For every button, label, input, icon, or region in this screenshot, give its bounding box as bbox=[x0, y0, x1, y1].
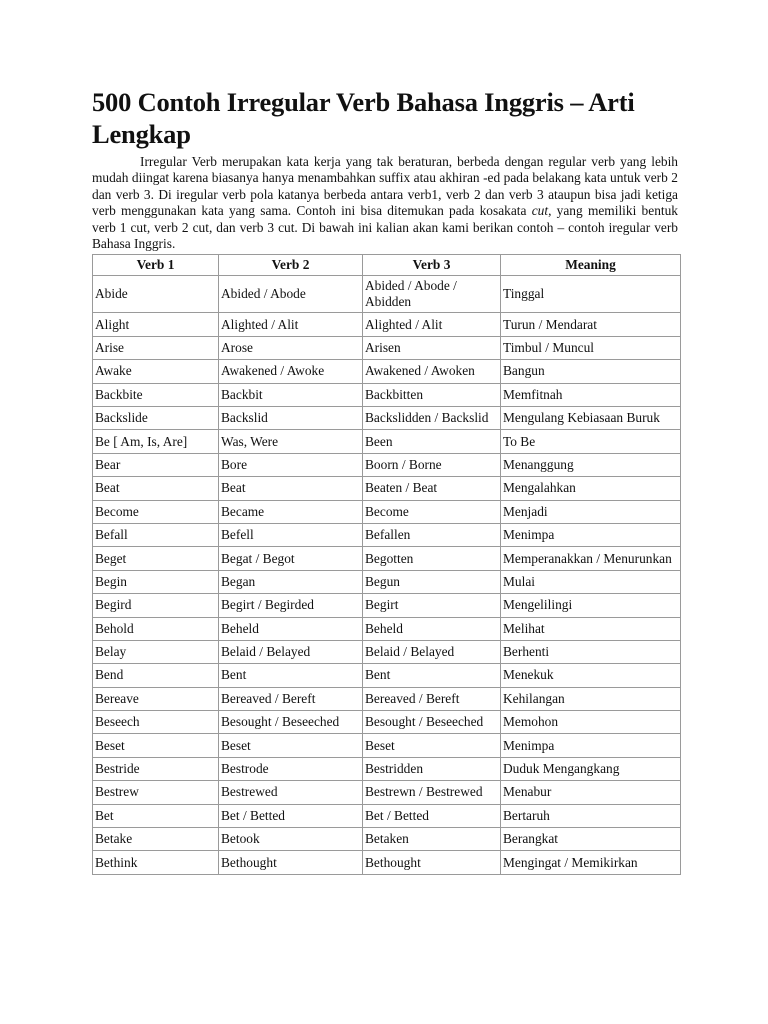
cell-meaning: Menjadi bbox=[501, 500, 681, 523]
cell-verb3: Bent bbox=[363, 664, 501, 687]
cell-verb3: Beset bbox=[363, 734, 501, 757]
cell-verb2: Betook bbox=[219, 828, 363, 851]
cell-verb2: Bet / Betted bbox=[219, 804, 363, 827]
table-row bbox=[93, 407, 681, 430]
table-row bbox=[93, 336, 681, 359]
intro-emphasis: cut bbox=[531, 203, 549, 219]
cell-verb3: Bethought bbox=[363, 851, 501, 874]
cell-verb3: Belaid / Belayed bbox=[363, 640, 501, 663]
cell-verb3: Begun bbox=[363, 570, 501, 593]
cell-verb3: Abided / Abode / Abidden bbox=[363, 276, 501, 313]
cell-verb2: Bethought bbox=[219, 851, 363, 874]
cell-meaning: Berhenti bbox=[501, 640, 681, 663]
table-row bbox=[93, 313, 681, 336]
cell-meaning: Berangkat bbox=[501, 828, 681, 851]
table-row bbox=[93, 711, 681, 734]
cell-meaning: Mengelilingi bbox=[501, 594, 681, 617]
document-page bbox=[92, 86, 678, 875]
cell-meaning: Menimpa bbox=[501, 523, 681, 546]
cell-verb3: Been bbox=[363, 430, 501, 453]
table-row bbox=[93, 594, 681, 617]
cell-verb1: Beseech bbox=[93, 711, 219, 734]
irregular-verb-table bbox=[92, 254, 681, 874]
cell-verb2: Bestrewed bbox=[219, 781, 363, 804]
cell-verb2: Was, Were bbox=[219, 430, 363, 453]
cell-meaning: To Be bbox=[501, 430, 681, 453]
cell-meaning: Timbul / Muncul bbox=[501, 336, 681, 359]
cell-verb2: Bestrode bbox=[219, 757, 363, 780]
cell-verb1: Abide bbox=[93, 276, 219, 313]
intro-text-before: Irregular Verb merupakan kata kerja yang tak beraturan, berbeda dengan regular verb yang lebih mudah diingat karena biasanya hanya menambahkan suffix atau akhiran -ed pada belakang kata untuk verb 2 dan verb 3. Di iregular verb pola katanya berbeda antara verb1, verb 2 dan verb 3 ataupun bisa jadi ketiga verb menggunakan kata yang sama. Contoh ini bisa ditemukan pada kosakata bbox=[92, 154, 678, 219]
cell-verb1: Behold bbox=[93, 617, 219, 640]
cell-verb1: Beset bbox=[93, 734, 219, 757]
cell-verb3: Beaten / Beat bbox=[363, 477, 501, 500]
table-row bbox=[93, 547, 681, 570]
cell-meaning: Menabur bbox=[501, 781, 681, 804]
cell-verb3: Beheld bbox=[363, 617, 501, 640]
cell-verb3: Begotten bbox=[363, 547, 501, 570]
cell-meaning: Menanggung bbox=[501, 453, 681, 476]
cell-meaning: Bertaruh bbox=[501, 804, 681, 827]
table-row bbox=[93, 570, 681, 593]
cell-meaning: Turun / Mendarat bbox=[501, 313, 681, 336]
cell-verb3: Bet / Betted bbox=[363, 804, 501, 827]
cell-meaning: Memohon bbox=[501, 711, 681, 734]
cell-verb2: Belaid / Belayed bbox=[219, 640, 363, 663]
cell-verb2: Beat bbox=[219, 477, 363, 500]
cell-verb1: Bear bbox=[93, 453, 219, 476]
cell-verb2: Backbit bbox=[219, 383, 363, 406]
table-row bbox=[93, 640, 681, 663]
cell-verb3: Betaken bbox=[363, 828, 501, 851]
cell-verb2: Began bbox=[219, 570, 363, 593]
cell-verb3: Bestrewn / Bestrewed bbox=[363, 781, 501, 804]
cell-verb3: Arisen bbox=[363, 336, 501, 359]
table-row bbox=[93, 828, 681, 851]
cell-verb1: Arise bbox=[93, 336, 219, 359]
table-row bbox=[93, 383, 681, 406]
cell-verb1: Backbite bbox=[93, 383, 219, 406]
cell-verb2: Beset bbox=[219, 734, 363, 757]
table-header-row bbox=[93, 255, 681, 276]
cell-verb2: Alighted / Alit bbox=[219, 313, 363, 336]
table-row bbox=[93, 477, 681, 500]
cell-verb3: Backbitten bbox=[363, 383, 501, 406]
cell-meaning: Mengulang Kebiasaan Buruk bbox=[501, 407, 681, 430]
cell-verb2: Bore bbox=[219, 453, 363, 476]
table-row bbox=[93, 804, 681, 827]
header-verb2: Verb 2 bbox=[219, 255, 363, 276]
table-row bbox=[93, 851, 681, 874]
cell-verb2: Arose bbox=[219, 336, 363, 359]
cell-meaning: Tinggal bbox=[501, 276, 681, 313]
cell-verb3: Begirt bbox=[363, 594, 501, 617]
cell-verb2: Awakened / Awoke bbox=[219, 360, 363, 383]
cell-verb1: Begird bbox=[93, 594, 219, 617]
table-row bbox=[93, 453, 681, 476]
cell-verb1: Bet bbox=[93, 804, 219, 827]
table-row bbox=[93, 430, 681, 453]
cell-meaning: Mengalahkan bbox=[501, 477, 681, 500]
cell-verb1: Backslide bbox=[93, 407, 219, 430]
cell-meaning: Melihat bbox=[501, 617, 681, 640]
table-row bbox=[93, 734, 681, 757]
cell-verb1: Alight bbox=[93, 313, 219, 336]
cell-verb1: Be [ Am, Is, Are] bbox=[93, 430, 219, 453]
cell-meaning: Mengingat / Memikirkan bbox=[501, 851, 681, 874]
cell-meaning: Kehilangan bbox=[501, 687, 681, 710]
table-row bbox=[93, 687, 681, 710]
cell-verb2: Became bbox=[219, 500, 363, 523]
cell-verb2: Begirt / Begirded bbox=[219, 594, 363, 617]
table-row bbox=[93, 617, 681, 640]
cell-meaning: Bangun bbox=[501, 360, 681, 383]
cell-verb2: Abided / Abode bbox=[219, 276, 363, 313]
table-row bbox=[93, 360, 681, 383]
header-verb1: Verb 1 bbox=[93, 255, 219, 276]
table-row bbox=[93, 500, 681, 523]
cell-meaning: Memfitnah bbox=[501, 383, 681, 406]
cell-verb1: Begin bbox=[93, 570, 219, 593]
cell-verb1: Bestrew bbox=[93, 781, 219, 804]
cell-verb2: Befell bbox=[219, 523, 363, 546]
cell-meaning: Mulai bbox=[501, 570, 681, 593]
cell-verb3: Befallen bbox=[363, 523, 501, 546]
cell-verb3: Awakened / Awoken bbox=[363, 360, 501, 383]
intro-text-after: , yang memiliki bentuk verb 1 cut, verb 2 cut, dan verb 3 cut. Di bawah ini kalian akan kami berikan contoh – contoh iregular verb Bahasa Inggris. bbox=[92, 203, 679, 252]
table-row bbox=[93, 664, 681, 687]
intro-paragraph bbox=[92, 154, 678, 252]
table-row bbox=[93, 757, 681, 780]
cell-verb1: Awake bbox=[93, 360, 219, 383]
cell-verb3: Besought / Beseeched bbox=[363, 711, 501, 734]
cell-verb3: Become bbox=[363, 500, 501, 523]
cell-verb1: Bethink bbox=[93, 851, 219, 874]
header-meaning: Meaning bbox=[501, 255, 681, 276]
cell-verb2: Bent bbox=[219, 664, 363, 687]
cell-verb3: Bereaved / Bereft bbox=[363, 687, 501, 710]
cell-verb1: Bestride bbox=[93, 757, 219, 780]
cell-verb2: Beheld bbox=[219, 617, 363, 640]
cell-verb1: Betake bbox=[93, 828, 219, 851]
cell-meaning: Menekuk bbox=[501, 664, 681, 687]
cell-meaning: Menimpa bbox=[501, 734, 681, 757]
cell-verb2: Bereaved / Bereft bbox=[219, 687, 363, 710]
header-verb3: Verb 3 bbox=[363, 255, 501, 276]
table-row bbox=[93, 276, 681, 313]
cell-verb2: Backslid bbox=[219, 407, 363, 430]
cell-verb3: Alighted / Alit bbox=[363, 313, 501, 336]
cell-verb3: Bestridden bbox=[363, 757, 501, 780]
table-row bbox=[93, 523, 681, 546]
cell-verb2: Besought / Beseeched bbox=[219, 711, 363, 734]
cell-verb1: Become bbox=[93, 500, 219, 523]
cell-verb3: Boorn / Borne bbox=[363, 453, 501, 476]
cell-verb2: Begat / Begot bbox=[219, 547, 363, 570]
page-title: 500 Contoh Irregular Verb Bahasa Inggris – Arti Lengkap bbox=[92, 87, 635, 149]
table-body bbox=[93, 276, 681, 874]
cell-verb1: Beget bbox=[93, 547, 219, 570]
cell-verb1: Belay bbox=[93, 640, 219, 663]
cell-verb1: Bereave bbox=[93, 687, 219, 710]
table-row bbox=[93, 781, 681, 804]
cell-verb1: Befall bbox=[93, 523, 219, 546]
cell-verb1: Bend bbox=[93, 664, 219, 687]
cell-verb1: Beat bbox=[93, 477, 219, 500]
cell-verb3: Backslidden / Backslid bbox=[363, 407, 501, 430]
cell-meaning: Memperanakkan / Menurunkan bbox=[501, 547, 681, 570]
cell-meaning: Duduk Mengangkang bbox=[501, 757, 681, 780]
